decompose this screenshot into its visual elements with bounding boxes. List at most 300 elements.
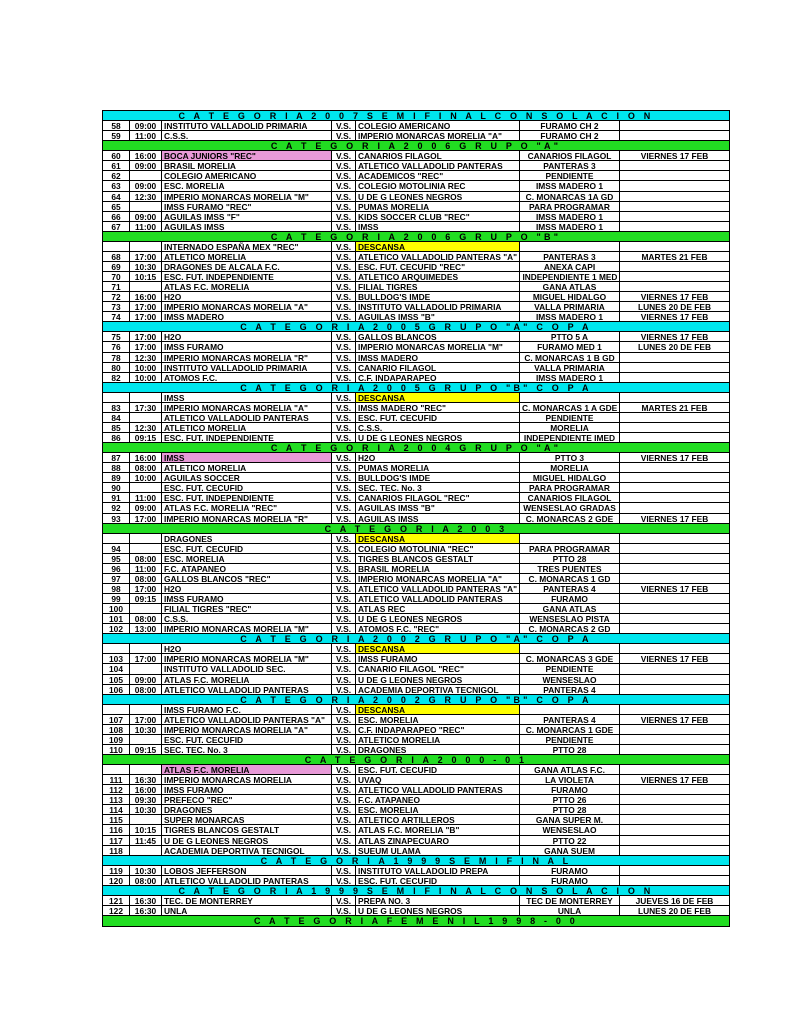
match-time: [130, 413, 162, 422]
match-number: 104: [103, 664, 130, 673]
away-team: COLEGIO AMERICANO: [356, 121, 520, 130]
match-row: [103, 775, 729, 785]
match-time: 09:15: [130, 594, 162, 603]
category-header: [103, 383, 729, 393]
match-number: 60: [103, 151, 130, 160]
match-venue: C. MONARCAS 1 GD: [520, 574, 620, 583]
match-date: [620, 705, 729, 714]
match-row: [103, 503, 729, 513]
match-row: [103, 594, 729, 604]
versus-label: V.S.: [332, 815, 356, 824]
match-row: [103, 614, 729, 624]
match-time: 08:00: [130, 463, 162, 472]
versus-label: V.S.: [332, 564, 356, 573]
match-venue: PANTERAS 4: [520, 584, 620, 593]
match-venue: PENDIENTE: [520, 735, 620, 744]
match-date: [620, 594, 729, 603]
versus-label: V.S.: [332, 282, 356, 291]
away-team: ATLETICO VALLADOLID PANTERAS: [356, 161, 520, 170]
category-header: [103, 443, 729, 453]
match-row: [103, 745, 729, 755]
match-venue: WENSESLAO: [520, 675, 620, 684]
match-number: 65: [103, 202, 130, 211]
home-team: C.S.S.: [162, 614, 332, 623]
match-date: MARTES 21 FEB: [641, 251, 708, 261]
versus-label: V.S.: [332, 715, 356, 724]
match-date: [620, 262, 729, 271]
match-number: 103: [103, 654, 130, 663]
away-team: ESC. MORELIA: [356, 805, 520, 814]
match-time: [130, 534, 162, 543]
match-date: [620, 765, 729, 774]
away-team: UVAQ: [356, 775, 520, 784]
match-date: [620, 192, 729, 201]
match-date: [620, 353, 729, 362]
match-venue: [520, 393, 620, 402]
match-venue: PTTO 28: [520, 745, 620, 754]
match-date: VIERNES 17 FEB: [640, 332, 709, 342]
match-date: [620, 483, 729, 492]
match-venue: VALLA PRIMARIA: [520, 302, 620, 311]
match-time: 16:30: [130, 906, 162, 915]
home-team: ESC. FUT. CECUFID: [162, 544, 332, 553]
match-number: 100: [103, 604, 130, 613]
match-venue: IMSS MADERO 1: [520, 373, 620, 382]
match-time: 11:00: [130, 222, 162, 231]
match-time: 10:15: [130, 825, 162, 834]
match-number: 114: [103, 805, 130, 814]
away-team: IMSS MADERO "REC": [356, 403, 520, 412]
match-number: 80: [103, 363, 130, 372]
match-date: [620, 272, 729, 281]
match-number: 84: [103, 413, 130, 422]
home-team: SUPER MONARCAS: [162, 815, 332, 824]
match-time: 10:00: [130, 363, 162, 372]
versus-label: V.S.: [332, 272, 356, 281]
match-date: [620, 735, 729, 744]
match-time: 16:30: [130, 896, 162, 905]
away-team: DRAGONES: [356, 745, 520, 754]
match-date: [620, 554, 729, 563]
match-date: [620, 574, 729, 583]
match-venue: VALLA PRIMARIA: [520, 363, 620, 372]
away-team: PUMAS MORELIA: [356, 202, 520, 211]
home-team: IMPERIO MONARCAS MORELIA "R": [162, 514, 332, 523]
match-date: [620, 121, 729, 130]
match-row: [103, 181, 729, 191]
home-team: ATLETICO VALLADOLID PANTERAS: [162, 685, 332, 694]
match-date: [620, 131, 729, 140]
match-row: [103, 332, 729, 342]
match-venue: C. MONARCAS 1 A GDE: [520, 403, 620, 412]
home-team: INSTITUTO VALLADOLID PRIMARIA: [162, 121, 332, 130]
match-row: [103, 151, 729, 161]
match-number: 69: [103, 262, 130, 271]
category-title: C A T E G O R I A 2 0 0 5 G R U P O "A" C O P A: [240, 322, 592, 333]
versus-label: V.S.: [332, 363, 356, 372]
category-title: C A T E G O R I A 2 0 0 2 G R U P O "B" C O P A: [240, 694, 592, 705]
away-team: AGUILAS IMSS "B": [356, 503, 520, 512]
match-row: [103, 262, 729, 272]
match-date: VIERNES 17 FEB: [640, 292, 709, 302]
match-date: [620, 836, 729, 845]
category-title: C A T E G O R I A 2 0 0 0 - 0 1: [304, 755, 528, 765]
away-team: ESC. FUT. CECUFID "REC": [356, 262, 520, 271]
versus-label: V.S.: [332, 353, 356, 362]
category-title: C A T E G O R I A F E M E N I L 1 9 9 8 - 0 0: [253, 916, 579, 926]
versus-label: V.S.: [332, 503, 356, 512]
home-team: ACADEMIA DEPORTIVA TECNIGOL: [162, 846, 332, 855]
home-team: ESC. MORELIA: [162, 554, 332, 563]
match-date: VIERNES 17 FEB: [640, 453, 709, 463]
match-time: 17:00: [130, 312, 162, 321]
match-number: 63: [103, 181, 130, 190]
match-time: [130, 705, 162, 714]
away-team: PREPA NO. 3: [356, 896, 520, 905]
match-row: [103, 121, 729, 131]
match-date: MARTES 21 FEB: [641, 402, 708, 412]
versus-label: V.S.: [332, 675, 356, 684]
match-row: [103, 866, 729, 876]
match-venue: IMSS MADERO 1: [520, 181, 620, 190]
home-team: IMSS FURAMO: [162, 785, 332, 794]
away-team: CANARIO FILAGOL: [356, 363, 520, 372]
match-time: [130, 644, 162, 653]
away-team: KIDS SOCCER CLUB "REC": [356, 212, 520, 221]
match-number: [103, 644, 130, 653]
match-row: [103, 192, 729, 202]
match-time: 17:30: [130, 403, 162, 412]
match-row: [103, 906, 729, 916]
versus-label: V.S.: [332, 906, 356, 915]
match-date: [620, 171, 729, 180]
away-team: F.C. ATAPANEO: [356, 795, 520, 804]
match-time: 10:30: [130, 866, 162, 875]
home-team: IMPERIO MONARCAS MORELIA: [162, 775, 332, 784]
away-team: IMSS FURAMO: [356, 654, 520, 663]
match-time: 08:00: [130, 876, 162, 885]
match-venue: CANARIOS FILAGOL: [520, 493, 620, 502]
match-row: [103, 846, 729, 856]
match-date: [620, 785, 729, 794]
match-time: 16:00: [130, 151, 162, 160]
match-venue: MORELIA: [520, 463, 620, 472]
match-venue: PENDIENTE: [520, 664, 620, 673]
match-number: 83: [103, 403, 130, 412]
match-time: 09:00: [130, 181, 162, 190]
away-team: TIGRES BLANCOS GESTALT: [356, 554, 520, 563]
match-row: [103, 795, 729, 805]
match-number: 119: [103, 866, 130, 875]
match-number: 75: [103, 332, 130, 341]
match-number: 94: [103, 544, 130, 553]
home-team: IMSS FURAMO: [162, 594, 332, 603]
away-team: C.S.S.: [356, 423, 520, 432]
match-date: [620, 222, 729, 231]
match-number: 95: [103, 554, 130, 563]
versus-label: V.S.: [332, 775, 356, 784]
match-row: [103, 302, 729, 312]
away-team: CANARIOS FILAGOL: [356, 151, 520, 160]
match-time: [130, 815, 162, 824]
versus-label: V.S.: [332, 664, 356, 673]
versus-label: V.S.: [332, 332, 356, 341]
match-time: 17:00: [130, 654, 162, 663]
match-number: 82: [103, 373, 130, 382]
match-number: 96: [103, 564, 130, 573]
match-date: VIERNES 17 FEB: [640, 775, 709, 785]
category-header: [103, 695, 729, 705]
away-team: IMPERIO MONARCAS MORELIA "A": [356, 131, 520, 140]
match-row: [103, 202, 729, 212]
away-team: BULLDOG'S IMDE: [356, 292, 520, 301]
match-date: [620, 614, 729, 623]
match-row: [103, 493, 729, 503]
match-venue: MIGUEL HIDALGO: [520, 292, 620, 301]
home-team: IMSS MADERO: [162, 312, 332, 321]
match-date: [620, 805, 729, 814]
versus-label: V.S.: [332, 765, 356, 774]
match-venue: WENSESLAO: [520, 825, 620, 834]
match-date: [620, 161, 729, 170]
match-time: 10:00: [130, 473, 162, 482]
away-team: GALLOS BLANCOS: [356, 332, 520, 341]
home-team: IMPERIO MONARCAS MORELIA "M": [162, 624, 332, 633]
match-venue: [520, 705, 620, 714]
versus-label: V.S.: [332, 242, 356, 251]
match-date: [620, 393, 729, 402]
match-time: 17:00: [130, 302, 162, 311]
match-row: [103, 896, 729, 906]
match-date: [620, 493, 729, 502]
versus-label: V.S.: [332, 171, 356, 180]
home-team: IMSS: [162, 453, 332, 462]
away-team: ATLAS F.C. MORELIA "B": [356, 825, 520, 834]
match-date: [620, 675, 729, 684]
home-team: FILIAL TIGRES "REC": [162, 604, 332, 613]
match-row: [103, 654, 729, 664]
category-header: [103, 232, 729, 242]
match-date: [620, 685, 729, 694]
match-time: [130, 282, 162, 291]
match-time: 16:00: [130, 785, 162, 794]
match-number: 58: [103, 121, 130, 130]
versus-label: V.S.: [332, 644, 356, 653]
match-date: [620, 876, 729, 885]
match-number: 121: [103, 896, 130, 905]
match-date: VIERNES 17 FEB: [640, 583, 709, 593]
match-venue: IMSS MADERO 1: [520, 212, 620, 221]
home-team: ATLETICO MORELIA: [162, 463, 332, 472]
versus-label: V.S.: [332, 413, 356, 422]
home-team: IMSS FURAMO "REC": [162, 202, 332, 211]
match-time: 12:30: [130, 192, 162, 201]
match-venue: PARA PROGRAMAR: [520, 202, 620, 211]
match-date: [620, 795, 729, 804]
match-date: [620, 202, 729, 211]
match-number: 118: [103, 846, 130, 855]
home-team: C.S.S.: [162, 131, 332, 140]
home-team: IMPERIO MONARCAS MORELIA "R": [162, 353, 332, 362]
match-row: [103, 393, 729, 403]
home-team: AGUILAS SOCCER: [162, 473, 332, 482]
away-team: DESCANSA: [356, 242, 520, 251]
match-row: [103, 735, 729, 745]
match-number: 85: [103, 423, 130, 432]
versus-label: V.S.: [332, 453, 356, 462]
away-team: ATLAS REC: [356, 604, 520, 613]
versus-label: V.S.: [332, 473, 356, 482]
versus-label: V.S.: [332, 252, 356, 261]
home-team: U DE G LEONES NEGROS: [162, 836, 332, 845]
match-date: [620, 463, 729, 472]
versus-label: V.S.: [332, 896, 356, 905]
versus-label: V.S.: [332, 181, 356, 190]
match-number: 113: [103, 795, 130, 804]
match-date: [620, 242, 729, 251]
match-time: 08:00: [130, 574, 162, 583]
match-venue: PTTO 3: [520, 453, 620, 462]
match-date: [620, 866, 729, 875]
match-venue: WENSESLAO PISTA: [520, 614, 620, 623]
match-row: [103, 514, 729, 524]
match-time: 10:15: [130, 272, 162, 281]
match-venue: MIGUEL HIDALGO: [520, 473, 620, 482]
match-row: [103, 373, 729, 383]
match-time: [130, 765, 162, 774]
match-date: VIERNES 17 FEB: [640, 151, 709, 161]
category-header: [103, 141, 729, 151]
home-team: ESC. FUT. CECUFID: [162, 483, 332, 492]
match-date: [620, 181, 729, 190]
match-number: 61: [103, 161, 130, 170]
versus-label: V.S.: [332, 192, 356, 201]
away-team: ACADEMIA DEPORTIVA TECNIGOL: [356, 685, 520, 694]
away-team: ESC. MORELIA: [356, 715, 520, 724]
match-date: [620, 544, 729, 553]
match-venue: GANA ATLAS: [520, 282, 620, 291]
away-team: H2O: [356, 453, 520, 462]
category-header: [103, 886, 729, 896]
away-team: U DE G LEONES NEGROS: [356, 614, 520, 623]
category-header: [103, 755, 729, 765]
home-team: H2O: [162, 332, 332, 341]
match-number: 99: [103, 594, 130, 603]
home-team: ATLAS F.C. MORELIA: [162, 765, 332, 774]
match-number: [103, 705, 130, 714]
match-number: [103, 765, 130, 774]
away-team: ATLETICO MORELIA: [356, 735, 520, 744]
home-team: DRAGONES: [162, 805, 332, 814]
versus-label: V.S.: [332, 624, 356, 633]
match-venue: CANARIOS FILAGOL: [520, 151, 620, 160]
home-team: ATLAS F.C. MORELIA: [162, 675, 332, 684]
match-number: 73: [103, 302, 130, 311]
match-row: [103, 222, 729, 232]
match-date: VIERNES 17 FEB: [640, 714, 709, 724]
match-number: 67: [103, 222, 130, 231]
away-team: IMPERIO MONARCAS MORELIA "A": [356, 574, 520, 583]
category-title: C A T E G O R I A 2 0 0 6 G R U P O "A": [270, 141, 562, 152]
home-team: IMPERIO MONARCAS MORELIA "A": [162, 302, 332, 311]
match-number: 116: [103, 825, 130, 834]
home-team: ATLAS F.C. MORELIA: [162, 282, 332, 291]
match-row: [103, 644, 729, 654]
versus-label: V.S.: [332, 685, 356, 694]
home-team: ESC. FUT. INDEPENDIENTE: [162, 272, 332, 281]
versus-label: V.S.: [332, 302, 356, 311]
versus-label: V.S.: [332, 403, 356, 412]
versus-label: V.S.: [332, 654, 356, 663]
match-venue: TRES PUENTES: [520, 564, 620, 573]
away-team: CANARIO FILAGOL "REC": [356, 664, 520, 673]
home-team: ESC. FUT. INDEPENDIENTE: [162, 433, 332, 442]
match-row: [103, 272, 729, 282]
match-number: 92: [103, 503, 130, 512]
match-venue: C. MONARCAS 3 GDE: [520, 654, 620, 663]
away-team: ATLETICO VALLADOLID PANTERAS: [356, 785, 520, 794]
match-time: 08:00: [130, 614, 162, 623]
match-date: [620, 825, 729, 834]
match-time: [130, 735, 162, 744]
home-team: IMSS FURAMO: [162, 342, 332, 351]
match-row: [103, 534, 729, 544]
away-team: SEC. TEC. No. 3: [356, 483, 520, 492]
match-row: [103, 433, 729, 443]
match-time: 10:30: [130, 805, 162, 814]
match-number: 64: [103, 192, 130, 201]
versus-label: V.S.: [332, 544, 356, 553]
away-team: C.F. INDAPARAPEO: [356, 373, 520, 382]
versus-label: V.S.: [332, 554, 356, 563]
away-team: DESCANSA: [356, 393, 520, 402]
versus-label: V.S.: [332, 463, 356, 472]
match-date: VIERNES 17 FEB: [640, 312, 709, 322]
away-team: ESC. FUT. CECUFID: [356, 876, 520, 885]
match-time: 09:15: [130, 433, 162, 442]
match-number: 74: [103, 312, 130, 321]
away-team: AGUILAS IMSS: [356, 514, 520, 523]
match-row: [103, 483, 729, 493]
match-number: 59: [103, 131, 130, 140]
match-venue: WENSESLAO GRADAS: [520, 503, 620, 512]
home-team: AGUILAS IMSS "F": [162, 212, 332, 221]
match-number: [103, 242, 130, 251]
versus-label: V.S.: [332, 805, 356, 814]
match-row: [103, 161, 729, 171]
match-number: 90: [103, 483, 130, 492]
match-date: [620, 534, 729, 543]
match-time: 09:00: [130, 161, 162, 170]
match-row: [103, 604, 729, 614]
match-number: 98: [103, 584, 130, 593]
category-title: C A T E G O R I A 2 0 0 6 G R U P O "B": [270, 231, 562, 242]
match-venue: GANA ATLAS: [520, 604, 620, 613]
match-number: 112: [103, 785, 130, 794]
versus-label: V.S.: [332, 876, 356, 885]
match-time: 13:00: [130, 624, 162, 633]
match-venue: INDEPENDIENTE IMED: [520, 433, 620, 442]
home-team: IMPERIO MONARCAS MORELIA "A": [162, 403, 332, 412]
match-number: 76: [103, 342, 130, 351]
home-team: IMPERIO MONARCAS MORELIA "A": [162, 725, 332, 734]
away-team: BRASIL MORELIA: [356, 564, 520, 573]
match-number: 78: [103, 353, 130, 362]
match-row: [103, 212, 729, 222]
match-row: [103, 131, 729, 141]
match-venue: PTTO 26: [520, 795, 620, 804]
versus-label: V.S.: [332, 825, 356, 834]
